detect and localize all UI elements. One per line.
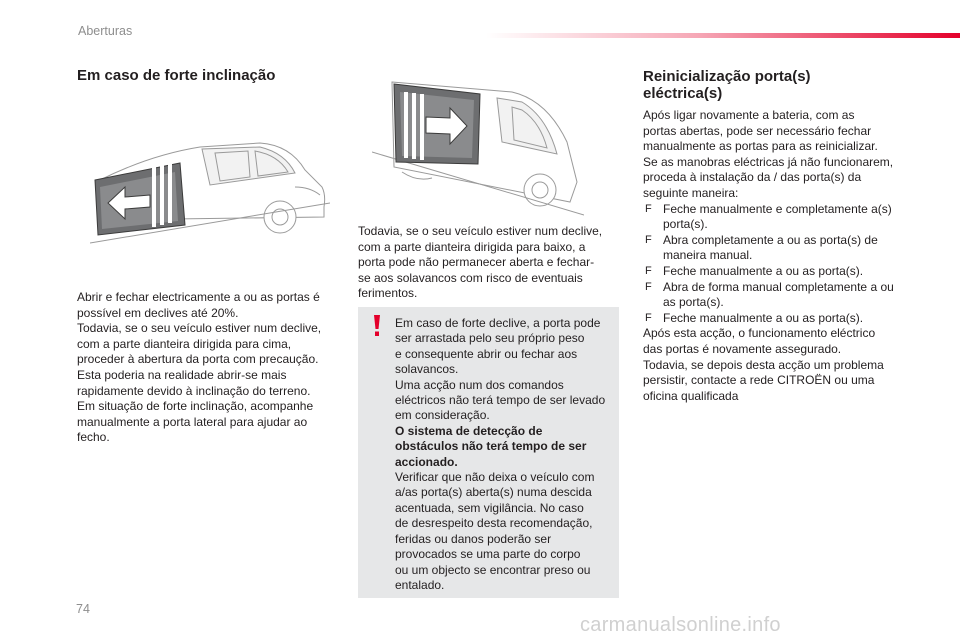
warning-bold-line: obstáculos não terá tempo de ser: [395, 439, 587, 454]
step-line: Feche manualmente e completamente a(s): [663, 201, 892, 216]
paragraph-line: proceda à instalação da / das porta(s) da: [643, 170, 862, 185]
warning-bold-line: O sistema de detecção de: [395, 423, 543, 438]
header-accent-bar: [486, 33, 960, 38]
paragraph-line: Esta poderia na realidade abrir-se mais: [77, 367, 287, 382]
paragraph-line: proceder à abertura da porta com precaução.: [77, 352, 319, 367]
paragraph-line: com a parte dianteira dirigida para baixo, a: [358, 239, 586, 254]
van-uphill-illustration: [90, 125, 330, 250]
paragraph-line: Em situação de forte inclinação, acompanhe: [77, 399, 314, 414]
heading-steep-slope: Em caso de forte inclinação: [77, 67, 276, 84]
paragraph-line: se aos solavancos com risco de eventuais: [358, 270, 583, 285]
paragraph-line: seguinte maneira:: [643, 185, 739, 200]
paragraph-line: possível em declives até 20%.: [77, 305, 239, 320]
step-line: Abra de forma manual completamente a ou: [663, 279, 894, 294]
warning-line: a/as porta(s) aberta(s) numa descida: [395, 485, 592, 500]
bullet-marker: F: [645, 264, 652, 277]
warning-line: provocados se uma parte do corpo: [395, 547, 581, 562]
paragraph-line: portas abertas, pode ser necessário fechar: [643, 123, 872, 138]
paragraph-line: com a parte dianteira dirigida para cima,: [77, 336, 292, 351]
warning-bold-line: accionado.: [395, 454, 458, 469]
step-line: maneira manual.: [663, 248, 753, 263]
warning-line: feridas ou danos poderão ser: [395, 531, 552, 546]
heading-line: Reinicialização porta(s): [643, 68, 811, 85]
paragraph-line: Após ligar novamente a bateria, com as: [643, 108, 855, 122]
warning-line: entalado.: [395, 577, 445, 592]
bullet-marker: F: [645, 311, 652, 324]
warning-text: [395, 316, 609, 593]
paragraph-line: manualmente as portas para as reinicializar.: [643, 139, 878, 154]
paragraph-line: persistir, contacte a rede CITROËN ou uma: [643, 373, 875, 388]
bullet-marker: F: [645, 202, 652, 215]
warning-line: Uma acção num dos comandos: [395, 377, 564, 392]
page-number: 74: [76, 602, 90, 616]
step-line: Abra completamente a ou as porta(s) de: [663, 232, 878, 247]
step-line: porta(s).: [663, 217, 708, 232]
section-title: Aberturas: [78, 24, 133, 38]
warning-line: solavancos.: [395, 362, 459, 377]
paragraph-line: manualmente a porta lateral para ajudar ao: [77, 414, 308, 429]
bullet-marker: F: [645, 280, 652, 293]
warning-line: acentuada, sem vigilância. No caso: [395, 500, 584, 515]
step-line: Feche manualmente a ou as porta(s).: [663, 263, 864, 278]
heading-line: eléctrica(s): [643, 85, 723, 102]
watermark: carmanualsonline.info: [580, 614, 781, 636]
warning-line: Em caso de forte declive, a porta pode: [395, 316, 601, 330]
warning-line: e consequente abrir ou fechar aos: [395, 346, 578, 361]
paragraph-line: porta pode não permanecer aberta e fechar-: [358, 255, 595, 270]
paragraph-line: fecho.: [77, 430, 110, 445]
paragraph-line: Todavia, se depois desta acção um problema: [643, 357, 884, 372]
paragraph-line: Após esta acção, o funcionamento eléctrico: [643, 326, 876, 341]
bullet-marker: F: [645, 233, 652, 246]
warning-line: eléctricos não terá tempo de ser levado: [395, 393, 606, 408]
step-item: [643, 233, 907, 264]
warning-line: em consideração.: [395, 408, 490, 423]
paragraph-line: Abrir e fechar electricamente a ou as portas é: [77, 290, 320, 304]
door-reset-text: [643, 108, 907, 404]
paragraph-line: rapidamente devido à inclinação do terreno.: [77, 383, 311, 398]
step-line: Feche manualmente a ou as porta(s).: [663, 310, 864, 325]
paragraph-line: ferimentos.: [358, 286, 418, 301]
warning-line: Verificar que não deixa o veículo com: [395, 470, 595, 485]
paragraph-line: das portas é novamente assegurado.: [643, 341, 842, 356]
step-item: [643, 202, 907, 233]
warning-line: de desrespeito desta recomendação,: [395, 516, 593, 531]
heading-door-reset: [643, 68, 883, 102]
downhill-paragraph: [358, 224, 614, 302]
paragraph-line: oficina qualificada: [643, 388, 739, 403]
paragraph-line: Todavia, se o seu veículo estiver num declive,: [358, 224, 603, 238]
van-downhill-illustration: [372, 72, 584, 218]
exclamation-icon: [372, 315, 382, 337]
steep-slope-paragraph: [77, 290, 335, 446]
warning-line: ou um objecto se encontrar preso ou: [395, 562, 591, 577]
step-item: [643, 280, 907, 311]
step-item: [643, 264, 907, 280]
paragraph-line: Se as manobras eléctricas já não funcionarem,: [643, 154, 894, 169]
warning-line: ser arrastada pelo seu próprio peso: [395, 331, 585, 346]
step-item: [643, 311, 907, 327]
paragraph-line: Todavia, se o seu veículo estiver num declive,: [77, 321, 322, 336]
step-line: as porta(s).: [663, 295, 724, 310]
warning-box: [358, 307, 619, 598]
